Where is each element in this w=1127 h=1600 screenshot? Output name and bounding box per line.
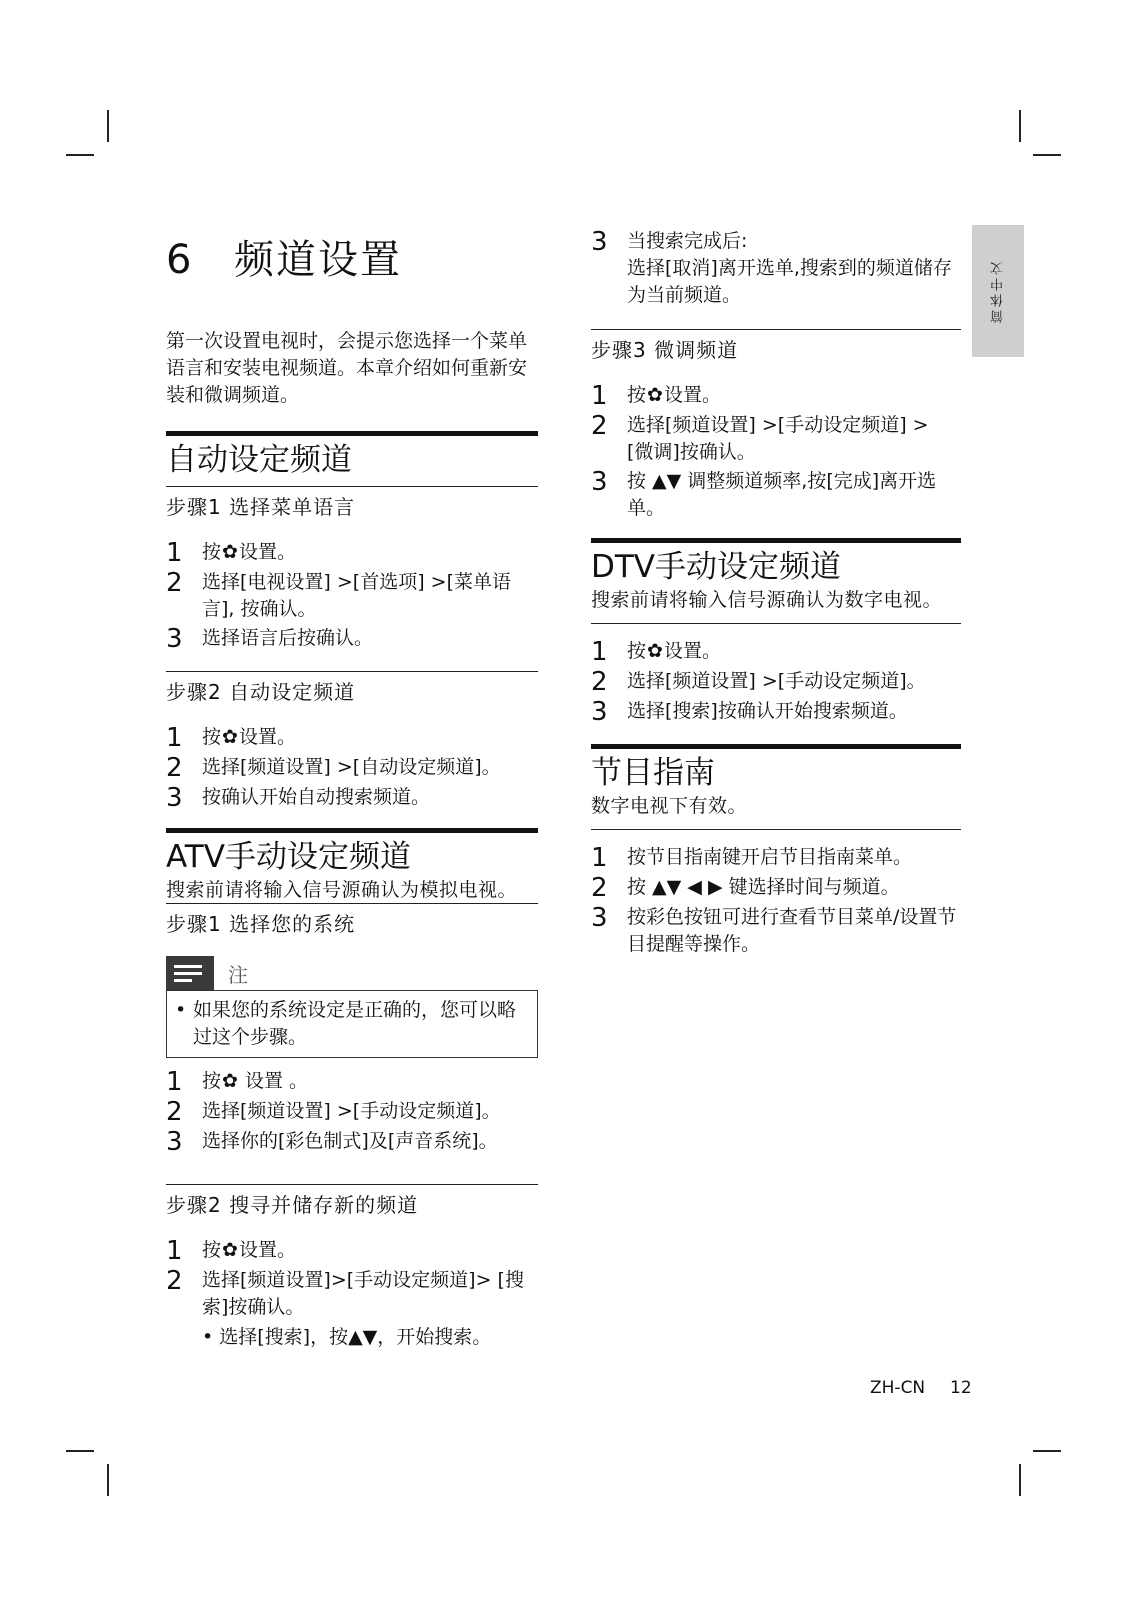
list-item — [591, 904, 961, 958]
step-heading: 步骤2 搜寻并储存新的频道 — [166, 1193, 419, 1217]
crop-mark — [107, 1464, 109, 1496]
list-item — [591, 412, 961, 466]
step-text-pre: 按 — [202, 726, 222, 748]
step-number: 2 — [166, 753, 183, 783]
step-list — [591, 844, 961, 958]
step-list — [166, 1237, 538, 1321]
note-label: 注 — [228, 962, 248, 987]
footer-language: ZH-CN — [870, 1378, 926, 1398]
step-number: 3 — [591, 467, 608, 497]
list-item — [166, 1237, 538, 1265]
side-tab-label: 简体中文 — [990, 259, 1006, 323]
gear-icon: ✿ — [222, 1070, 238, 1092]
list-item — [591, 382, 961, 410]
crop-mark — [66, 1450, 94, 1452]
step-heading: 步骤2 自动设定频道 — [166, 680, 356, 704]
step-text — [627, 228, 961, 309]
step-number: 3 — [166, 1127, 183, 1157]
step-text: 选择[频道设置]>[手动设定频道]> [搜索]按确认。 — [202, 1269, 524, 1318]
list-item — [166, 539, 538, 567]
step-text: 选择语言后按确认。 — [202, 627, 374, 649]
step-list — [166, 539, 538, 653]
step-text — [202, 539, 538, 566]
list-item — [591, 468, 961, 522]
step-text-pre: 按 — [202, 1070, 222, 1092]
step-list — [591, 638, 961, 726]
step-text — [202, 724, 538, 751]
step-text — [202, 1068, 538, 1095]
step-text-post: 设置。 — [238, 726, 296, 748]
step-number: 1 — [166, 538, 183, 568]
sub-bullet: • 选择[搜索]，按▲▼，开始搜索。 — [202, 1326, 492, 1348]
step-number: 3 — [166, 624, 183, 654]
step-text — [627, 638, 961, 665]
crop-mark — [1033, 1450, 1061, 1452]
list-item — [166, 784, 538, 812]
section-subtitle: 搜索前请将输入信号源确认为模拟电视。 — [166, 879, 518, 901]
step-text: 按确认开始自动搜索频道。 — [202, 786, 431, 808]
step-list — [166, 1068, 538, 1156]
step-number: 3 — [591, 903, 608, 933]
crop-mark — [1019, 1464, 1021, 1496]
step-number: 1 — [591, 381, 608, 411]
step-text-pre: 按 — [202, 541, 222, 563]
step-text-line: 选择[取消]离开选单,搜索到的频道储存为当前频道。 — [627, 257, 952, 306]
step-text: 按 ▲▼ ◀ ▶ 键选择时间与频道。 — [627, 876, 900, 898]
step-text — [627, 382, 961, 409]
list-item — [591, 698, 961, 726]
step-text-post: 设置。 — [663, 384, 721, 406]
chapter-number: 6 — [166, 237, 194, 283]
gear-icon: ✿ — [647, 640, 663, 662]
step-text: 选择[频道设置] >[手动设定频道] > [微调]按确认。 — [627, 414, 929, 463]
right-column — [591, 228, 961, 960]
step-text — [202, 1237, 538, 1264]
step-text: 按节目指南键开启节目指南菜单。 — [627, 846, 913, 868]
list-item — [591, 844, 961, 872]
gear-icon: ✿ — [647, 384, 663, 406]
left-column — [166, 228, 538, 1351]
step-number: 2 — [591, 873, 608, 903]
list-item — [166, 754, 538, 782]
step-text-line: 当搜索完成后: — [627, 230, 748, 252]
step-text-post: 设置。 — [663, 640, 721, 662]
gear-icon: ✿ — [222, 541, 238, 563]
crop-mark — [1019, 110, 1021, 142]
step-number: 1 — [166, 1067, 183, 1097]
section-subtitle: 数字电视下有效。 — [591, 795, 748, 817]
note-box — [166, 990, 538, 1058]
chapter-name: 频道设置 — [234, 237, 402, 283]
step-text: 按 ▲▼ 调整频道频率,按[完成]离开选单。 — [627, 470, 937, 519]
step-number: 1 — [166, 723, 183, 753]
footer-page-number: 12 — [950, 1378, 972, 1398]
step-list — [591, 382, 961, 522]
step-number: 3 — [591, 697, 608, 727]
gear-icon: ✿ — [222, 726, 238, 748]
crop-mark — [1033, 154, 1061, 156]
gear-icon: ✿ — [222, 1239, 238, 1261]
step-number: 2 — [166, 1266, 183, 1296]
step-text-post: 设置。 — [238, 1239, 296, 1261]
note-icon — [166, 956, 214, 990]
divider — [591, 623, 961, 624]
step-number: 1 — [591, 637, 608, 667]
bullet-dot: • — [175, 999, 187, 1021]
list-item — [591, 228, 961, 309]
step-text: 选择你的[彩色制式]及[声音系统]。 — [202, 1130, 498, 1152]
note-text: 如果您的系统设定是正确的，您可以略过这个步骤。 — [193, 999, 517, 1048]
step-text: 选择[电视设置] >[首选项] >[菜单语言], 按确认。 — [202, 571, 511, 620]
section-subtitle: 搜索前请将输入信号源确认为数字电视。 — [591, 589, 943, 611]
list-item — [166, 1068, 538, 1096]
step-number: 2 — [591, 667, 608, 697]
step-number: 3 — [591, 227, 608, 257]
step-text: 选择[频道设置] >[手动设定频道]。 — [627, 670, 926, 692]
list-item — [166, 1098, 538, 1126]
step-number: 2 — [166, 568, 183, 598]
step-text: 选择[搜索]按确认开始搜索频道。 — [627, 700, 908, 722]
step-text-post: 设置。 — [238, 541, 296, 563]
crop-mark — [66, 154, 94, 156]
step-text-pre: 按 — [627, 384, 647, 406]
section-title-guide: 节目指南 — [591, 755, 715, 791]
list-item — [166, 1267, 538, 1321]
step-text: 选择[频道设置] >[手动设定频道]。 — [202, 1100, 501, 1122]
step-number: 2 — [591, 411, 608, 441]
note-header — [166, 956, 538, 990]
divider — [591, 829, 961, 830]
step-list — [166, 724, 538, 812]
list-item — [166, 724, 538, 752]
list-item — [166, 569, 538, 623]
step-number: 1 — [166, 1236, 183, 1266]
step-text-pre: 按 — [202, 1239, 222, 1261]
step-heading: 步骤1 选择菜单语言 — [166, 495, 356, 519]
step-text-post: 设置 。 — [238, 1070, 309, 1092]
step-text: 按彩色按钮可进行查看节目菜单/设置节目提醒等操作。 — [627, 906, 957, 955]
step-heading: 步骤3 微调频道 — [591, 338, 739, 362]
step-number: 3 — [166, 783, 183, 813]
list-item — [166, 625, 538, 653]
step-heading: 步骤1 选择您的系统 — [166, 912, 356, 936]
section-title-auto: 自动设定频道 — [166, 442, 352, 478]
section-title-atv: ATV手动设定频道 — [166, 839, 411, 875]
step-text: 选择[频道设置] >[自动设定频道]。 — [202, 756, 501, 778]
step-number: 2 — [166, 1097, 183, 1127]
list-item — [591, 638, 961, 666]
list-item — [591, 874, 961, 902]
list-item — [591, 668, 961, 696]
language-side-tab — [972, 225, 1024, 357]
intro-paragraph: 第一次设置电视时，会提示您选择一个菜单语言和安装电视频道。本章介绍如何重新安装和微调频道。 — [166, 330, 528, 406]
step-number: 1 — [591, 843, 608, 873]
chapter-title — [166, 234, 538, 286]
step-text-pre: 按 — [627, 640, 647, 662]
section-title-dtv: DTV手动设定频道 — [591, 549, 842, 585]
list-item — [166, 1128, 538, 1156]
crop-mark — [107, 110, 109, 142]
